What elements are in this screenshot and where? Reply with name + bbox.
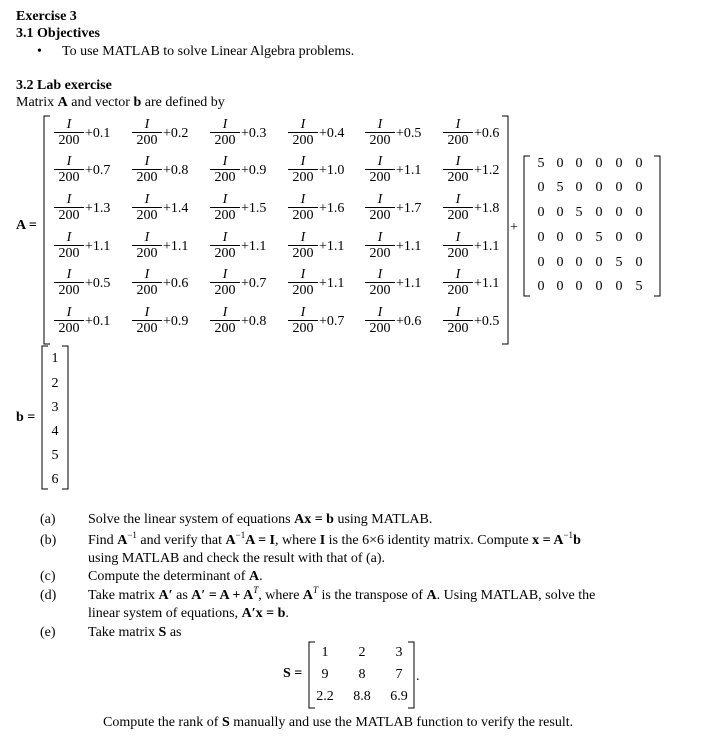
diag-matrix-cell: 0 [635,205,643,220]
fraction-numerator: I [377,192,383,207]
matrix-a-constant: +1.0 [319,163,345,178]
bullet-icon: • [37,44,42,59]
matrix-s-cell: 2.2 [316,689,334,704]
fraction-denominator: 200 [136,208,158,223]
fraction-numerator: I [455,192,461,207]
fraction-numerator: I [66,230,72,245]
vector-b-right-bracket [60,345,70,490]
diag-matrix-cell: 0 [635,180,643,195]
fraction-numerator: I [377,117,383,132]
fraction-numerator: I [144,154,150,169]
diag-matrix-cell: 0 [537,255,545,270]
diag-matrix-cell: 0 [615,180,623,195]
fraction-numerator: I [66,305,72,320]
fraction-numerator: I [222,117,228,132]
task-d-text: Take matrix A′ as $A' = A + A^T$, where $A^T$ is the transpose of A. Using MATLAB, solve the [88,585,596,603]
fraction-denominator: 200 [58,208,80,223]
diag-matrix-cell: 0 [595,205,603,220]
fraction-denominator: 200 [292,246,314,261]
diag-matrix-cell: 0 [635,230,643,245]
matrix-a-constant: +1.3 [85,201,111,216]
fraction-denominator: 200 [136,283,158,298]
matrix-a-constant: +1.8 [474,201,500,216]
matrix-a-fraction [210,231,240,261]
matrix-s-cell: 3 [395,645,403,660]
fraction-denominator: 200 [136,321,158,336]
matrix-a-fraction [54,231,84,261]
diag-matrix-cell: 0 [595,279,603,294]
matrix-a-fraction [210,268,240,298]
fraction-numerator: I [377,305,383,320]
diag-matrix-cell: 0 [615,279,623,294]
matrix-a-constant: +1.1 [474,239,500,254]
matrix-a-fraction [443,231,473,261]
matrix-a-fraction [443,193,473,223]
matrix-a-constant: +0.1 [85,314,111,329]
matrix-a-constant: +0.9 [241,163,267,178]
task-b-text: Find $A^{-1}$ and verify that $A^{-1}A = I$, where I is the 6×6 identity matrix. Compute $x = A^{-1}b$ [88,530,581,548]
fraction-numerator: I [377,154,383,169]
fraction-denominator: 200 [369,170,391,185]
matrix-a-constant: +0.9 [163,314,189,329]
fraction-numerator: I [222,230,228,245]
fraction-numerator: I [222,154,228,169]
fraction-numerator: I [144,117,150,132]
matrix-a-fraction [288,268,318,298]
fraction-numerator: I [455,305,461,320]
fraction-numerator: I [66,117,72,132]
diag-matrix-cell: 0 [575,180,583,195]
matrix-a-constant: +0.8 [241,314,267,329]
task-a-label: (a) [40,512,56,527]
matrix-a-constant: +0.2 [163,126,189,141]
fraction-denominator: 200 [214,133,236,148]
fraction-numerator: I [300,154,306,169]
matrix-s-cell: 6.9 [390,689,408,704]
matrix-a-constant: +1.4 [163,201,189,216]
matrix-a-left-bracket [42,115,52,345]
diag-matrix-cell: 5 [615,255,623,270]
diag-matrix-cell: 0 [556,156,564,171]
task-e-text: Take matrix S as [88,625,182,640]
matrix-a-fraction [443,118,473,148]
matrix-a-label: A = [16,218,37,233]
fraction-numerator: I [66,192,72,207]
matrix-a-constant: +0.6 [396,314,422,329]
fraction-numerator: I [66,267,72,282]
matrix-a-fraction [210,193,240,223]
matrix-s-label: S = [283,666,303,681]
fraction-denominator: 200 [447,133,469,148]
fraction-numerator: I [300,267,306,282]
diag-matrix-cell: 0 [556,205,564,220]
vector-b-label: b = [16,410,36,425]
matrix-a-constant: +0.6 [474,126,500,141]
matrix-a-constant: +1.1 [396,163,422,178]
fraction-denominator: 200 [369,133,391,148]
matrix-a-fraction [132,268,162,298]
fraction-numerator: I [455,154,461,169]
vector-b-cell: 3 [51,400,59,415]
diag-matrix-cell: 0 [615,230,623,245]
diag-matrix-cell: 5 [635,279,643,294]
fraction-denominator: 200 [136,246,158,261]
matrix-a-constant: +1.1 [474,276,500,291]
matrix-a-constant: +0.7 [319,314,345,329]
matrix-a-fraction [54,118,84,148]
diag-matrix-cell: 0 [537,279,545,294]
task-c-text: Compute the determinant of A. [88,569,263,584]
fraction-numerator: I [300,305,306,320]
task-d-text-line2: linear system of equations, A′x = b. [88,606,289,621]
matrix-a-fraction [132,155,162,185]
task-e-label: (e) [40,625,56,640]
matrix-a-fraction [288,193,318,223]
fraction-denominator: 200 [214,246,236,261]
fraction-numerator: I [377,230,383,245]
fraction-denominator: 200 [214,283,236,298]
vector-b-cell: 6 [51,472,59,487]
matrix-a-constant: +1.1 [319,276,345,291]
matrix-a-constant: +0.3 [241,126,267,141]
fraction-numerator: I [222,192,228,207]
matrix-a-constant: +0.5 [474,314,500,329]
fraction-denominator: 200 [136,170,158,185]
diag-matrix-cell: 5 [537,156,545,171]
fraction-denominator: 200 [292,133,314,148]
diag-matrix-cell: 0 [556,255,564,270]
exercise-title: Exercise 3 [16,9,77,24]
fraction-denominator: 200 [447,321,469,336]
matrix-a-constant: +1.7 [396,201,422,216]
fraction-numerator: I [144,267,150,282]
fraction-denominator: 200 [214,208,236,223]
fraction-numerator: I [377,267,383,282]
fraction-denominator: 200 [58,133,80,148]
matrix-a-constant: +1.1 [396,276,422,291]
fraction-denominator: 200 [447,283,469,298]
matrix-s-period: . [416,669,420,684]
matrix-a-fraction [54,155,84,185]
fraction-denominator: 200 [292,321,314,336]
matrix-a-fraction [288,118,318,148]
fraction-denominator: 200 [447,208,469,223]
fraction-denominator: 200 [369,208,391,223]
matrix-a-fraction [365,231,395,261]
matrix-a-constant: +0.7 [85,163,111,178]
final-instruction: Compute the rank of S manually and use the MATLAB function to verify the result. [103,715,574,730]
matrix-a-right-bracket [500,115,510,345]
matrix-a-fraction [210,118,240,148]
diag-matrix-cell: 0 [635,255,643,270]
matrix-a-fraction [365,118,395,148]
objective-text: To use MATLAB to solve Linear Algebra problems. [62,44,355,59]
matrix-a-fraction [288,231,318,261]
matrix-a-fraction [210,155,240,185]
matrix-a-constant: +1.6 [319,201,345,216]
diag-matrix-cell: 5 [556,180,564,195]
fraction-numerator: I [300,192,306,207]
vector-b-cell: 1 [51,351,59,366]
matrix-a-constant: +1.1 [163,239,189,254]
matrix-a-fraction [132,118,162,148]
matrix-a-fraction [365,306,395,336]
matrix-plus-sign: + [510,220,518,235]
vector-b-cell: 4 [51,424,59,439]
fraction-denominator: 200 [58,321,80,336]
matrix-a-fraction [54,193,84,223]
diag-matrix-cell: 5 [575,205,583,220]
fraction-denominator: 200 [447,246,469,261]
task-c-label: (c) [40,569,56,584]
fraction-denominator: 200 [136,133,158,148]
diag-matrix-cell: 0 [537,205,545,220]
matrix-a-fraction [365,268,395,298]
fraction-numerator: I [300,230,306,245]
task-d-label: (d) [40,588,57,603]
fraction-numerator: I [222,305,228,320]
matrix-a-fraction [132,231,162,261]
fraction-denominator: 200 [292,170,314,185]
vector-b-left-bracket [40,345,50,490]
matrix-a-constant: +0.1 [85,126,111,141]
fraction-numerator: I [300,117,306,132]
diag-matrix-cell: 0 [615,156,623,171]
matrix-a-fraction [132,193,162,223]
diag-matrix-cell: 0 [615,205,623,220]
fraction-denominator: 200 [58,246,80,261]
diag-matrix-cell: 0 [537,180,545,195]
matrix-a-constant: +1.5 [241,201,267,216]
matrix-a-fraction [365,193,395,223]
fraction-denominator: 200 [58,283,80,298]
fraction-denominator: 200 [447,170,469,185]
vector-b-cell: 5 [51,448,59,463]
diag-matrix-cell: 0 [537,230,545,245]
fraction-numerator: I [455,117,461,132]
matrix-a-fraction [443,306,473,336]
vector-b-cell: 2 [51,376,59,391]
matrix-s-cell: 9 [321,667,329,682]
fraction-numerator: I [144,305,150,320]
matrix-a-constant: +1.1 [396,239,422,254]
matrix-a-constant: +1.1 [319,239,345,254]
diag-matrix-cell: 0 [575,279,583,294]
fraction-numerator: I [144,230,150,245]
task-a-text: Solve the linear system of equations Ax = b using MATLAB. [88,512,433,527]
task-b-text-line2: using MATLAB and check the result with that of (a). [88,551,386,566]
matrix-a-constant: +0.6 [163,276,189,291]
diag-right-bracket [652,155,662,297]
fraction-numerator: I [144,192,150,207]
diag-matrix-cell: 0 [595,255,603,270]
matrix-a-fraction [288,155,318,185]
matrix-a-constant: +0.4 [319,126,345,141]
diag-matrix-cell: 0 [575,156,583,171]
diag-matrix-cell: 0 [575,255,583,270]
fraction-denominator: 200 [292,208,314,223]
fraction-numerator: I [455,230,461,245]
fraction-denominator: 200 [214,170,236,185]
diag-matrix-cell: 0 [595,180,603,195]
diag-matrix-cell: 0 [556,279,564,294]
matrix-a-constant: +1.2 [474,163,500,178]
matrix-a-constant: +0.7 [241,276,267,291]
matrix-a-fraction [132,306,162,336]
matrix-a-fraction [365,155,395,185]
matrix-s-cell: 2 [358,645,366,660]
diag-left-bracket [522,155,532,297]
matrix-a-constant: +0.5 [85,276,111,291]
fraction-numerator: I [455,267,461,282]
diag-matrix-cell: 0 [635,156,643,171]
fraction-denominator: 200 [58,170,80,185]
matrix-a-constant: +1.1 [85,239,111,254]
intro-text: Matrix A and vector b are defined by [16,95,225,110]
fraction-denominator: 200 [369,246,391,261]
matrix-s-cell: 7 [395,667,403,682]
matrix-a-constant: +0.5 [396,126,422,141]
matrix-a-fraction [54,306,84,336]
diag-matrix-cell: 0 [595,156,603,171]
diag-matrix-cell: 0 [575,230,583,245]
lab-heading: 3.2 Lab exercise [16,78,112,93]
matrix-a-fraction [54,268,84,298]
fraction-denominator: 200 [292,283,314,298]
diag-matrix-cell: 0 [556,230,564,245]
fraction-denominator: 200 [214,321,236,336]
objectives-heading: 3.1 Objectives [16,26,100,41]
matrix-s-cell: 1 [321,645,329,660]
fraction-numerator: I [66,154,72,169]
fraction-denominator: 200 [369,321,391,336]
matrix-a-constant: +1.1 [241,239,267,254]
matrix-a-constant: +0.8 [163,163,189,178]
diag-matrix-cell: 5 [595,230,603,245]
matrix-s-cell: 8.8 [353,689,371,704]
matrix-a-fraction [288,306,318,336]
matrix-a-fraction [210,306,240,336]
fraction-denominator: 200 [369,283,391,298]
matrix-a-fraction [443,155,473,185]
fraction-numerator: I [222,267,228,282]
matrix-s-cell: 8 [358,667,366,682]
task-b-label: (b) [40,533,57,548]
matrix-a-fraction [443,268,473,298]
